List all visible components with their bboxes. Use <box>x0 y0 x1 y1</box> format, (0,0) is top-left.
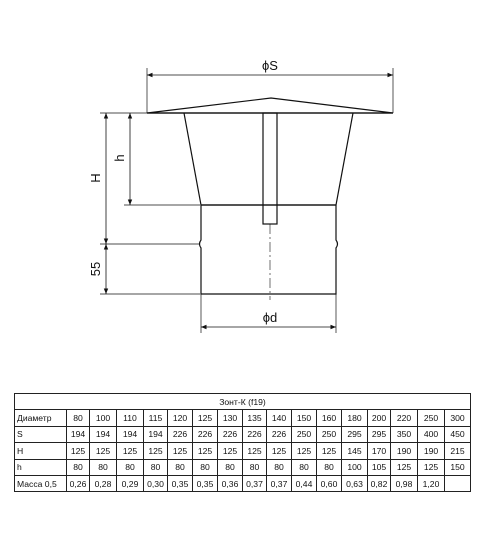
table-cell: 170 <box>368 443 391 459</box>
table-cell <box>445 475 471 491</box>
table-cell: 295 <box>342 426 368 442</box>
table-cell: 0,98 <box>391 475 418 491</box>
diameter-cell: 150 <box>292 410 317 426</box>
diameter-cell: 250 <box>418 410 445 426</box>
table-cell: 125 <box>67 443 90 459</box>
table-cell: 80 <box>90 459 117 475</box>
table-cell: 0,37 <box>243 475 267 491</box>
table-cell: 0,37 <box>267 475 292 491</box>
table-cell: 194 <box>67 426 90 442</box>
diameter-cell: 140 <box>267 410 292 426</box>
table-cell: 125 <box>90 443 117 459</box>
diameter-cell: 115 <box>144 410 168 426</box>
table-cell: 125 <box>218 443 243 459</box>
diameter-label: Диаметр <box>15 410 67 426</box>
table-cell: 0,35 <box>168 475 193 491</box>
table-cell: 190 <box>418 443 445 459</box>
row-label: S <box>15 426 67 442</box>
table-cell: 105 <box>368 459 391 475</box>
row-label: h <box>15 459 67 475</box>
table-cell: 80 <box>218 459 243 475</box>
table-cell: 80 <box>243 459 267 475</box>
diameter-cell: 100 <box>90 410 117 426</box>
table-cell: 0,44 <box>292 475 317 491</box>
table-cell: 80 <box>144 459 168 475</box>
dim-d-label: ϕd <box>262 310 278 325</box>
s-row <box>15 426 471 442</box>
table-cell: 80 <box>117 459 144 475</box>
h-cap-row <box>15 459 471 475</box>
dim-pipe-label: 55 <box>88 261 103 277</box>
table-cell: 125 <box>243 443 267 459</box>
table-cell: 125 <box>418 459 445 475</box>
dim-s-label: ϕS <box>262 58 278 73</box>
table-cell: 0,63 <box>342 475 368 491</box>
table-cell: 0,30 <box>144 475 168 491</box>
table-cell: 125 <box>193 443 218 459</box>
table-cell: 295 <box>368 426 391 442</box>
table-cell: 0,36 <box>218 475 243 491</box>
table-cell: 194 <box>144 426 168 442</box>
table-cell: 80 <box>317 459 342 475</box>
body-flare <box>184 113 353 205</box>
diameter-cell: 80 <box>67 410 90 426</box>
diameter-cell: 180 <box>342 410 368 426</box>
table-cell: 145 <box>342 443 368 459</box>
table-cell: 194 <box>117 426 144 442</box>
diameter-cell: 130 <box>218 410 243 426</box>
table-cell: 80 <box>67 459 90 475</box>
diameter-cell: 110 <box>117 410 144 426</box>
table-cell: 80 <box>267 459 292 475</box>
table-cell: 250 <box>292 426 317 442</box>
table-cell: 80 <box>168 459 193 475</box>
table-cell: 125 <box>391 459 418 475</box>
table-cell: 400 <box>418 426 445 442</box>
table-cell: 190 <box>391 443 418 459</box>
table-cell: 125 <box>317 443 342 459</box>
diameter-cell: 200 <box>368 410 391 426</box>
table-cell: 80 <box>193 459 218 475</box>
dim-cap-label: h <box>112 154 127 162</box>
diameter-cell: 125 <box>193 410 218 426</box>
table-cell: 0,35 <box>193 475 218 491</box>
table-cell: 125 <box>267 443 292 459</box>
diameter-cell: 160 <box>317 410 342 426</box>
diameter-cell: 300 <box>445 410 471 426</box>
table-cell: 450 <box>445 426 471 442</box>
table-cell: 0,26 <box>67 475 90 491</box>
table-cell: 226 <box>193 426 218 442</box>
table-cell: 1,20 <box>418 475 445 491</box>
table-cell: 0,28 <box>90 475 117 491</box>
support-strip <box>263 113 277 224</box>
row-label: H <box>15 443 67 459</box>
table-cell: 150 <box>445 459 471 475</box>
table-cell: 0,60 <box>317 475 342 491</box>
pipe-body <box>200 205 338 294</box>
diameter-row <box>15 410 471 426</box>
table-cell: 125 <box>117 443 144 459</box>
table-cell: 125 <box>292 443 317 459</box>
caption-row <box>15 394 471 410</box>
row-label: Масса 0,5 <box>15 475 67 491</box>
h-total-row <box>15 443 471 459</box>
table-cell: 125 <box>168 443 193 459</box>
table-cell: 80 <box>292 459 317 475</box>
table-cell: 215 <box>445 443 471 459</box>
table-cell: 0,82 <box>368 475 391 491</box>
table-cell: 194 <box>90 426 117 442</box>
dim-h-label: H <box>88 173 103 183</box>
table-cell: 250 <box>317 426 342 442</box>
table-cell: 226 <box>168 426 193 442</box>
table-caption: Зонт-К (f19) <box>15 394 471 410</box>
table-cell: 226 <box>267 426 292 442</box>
table-cell: 0,29 <box>117 475 144 491</box>
table-cell: 100 <box>342 459 368 475</box>
mass-row <box>15 475 471 491</box>
diameter-cell: 120 <box>168 410 193 426</box>
diameter-cell: 135 <box>243 410 267 426</box>
diameter-cell: 220 <box>391 410 418 426</box>
table-cell: 350 <box>391 426 418 442</box>
cap-cone <box>147 98 393 113</box>
spec-table <box>14 393 471 492</box>
table-cell: 226 <box>243 426 267 442</box>
table-cell: 125 <box>144 443 168 459</box>
table-cell: 226 <box>218 426 243 442</box>
